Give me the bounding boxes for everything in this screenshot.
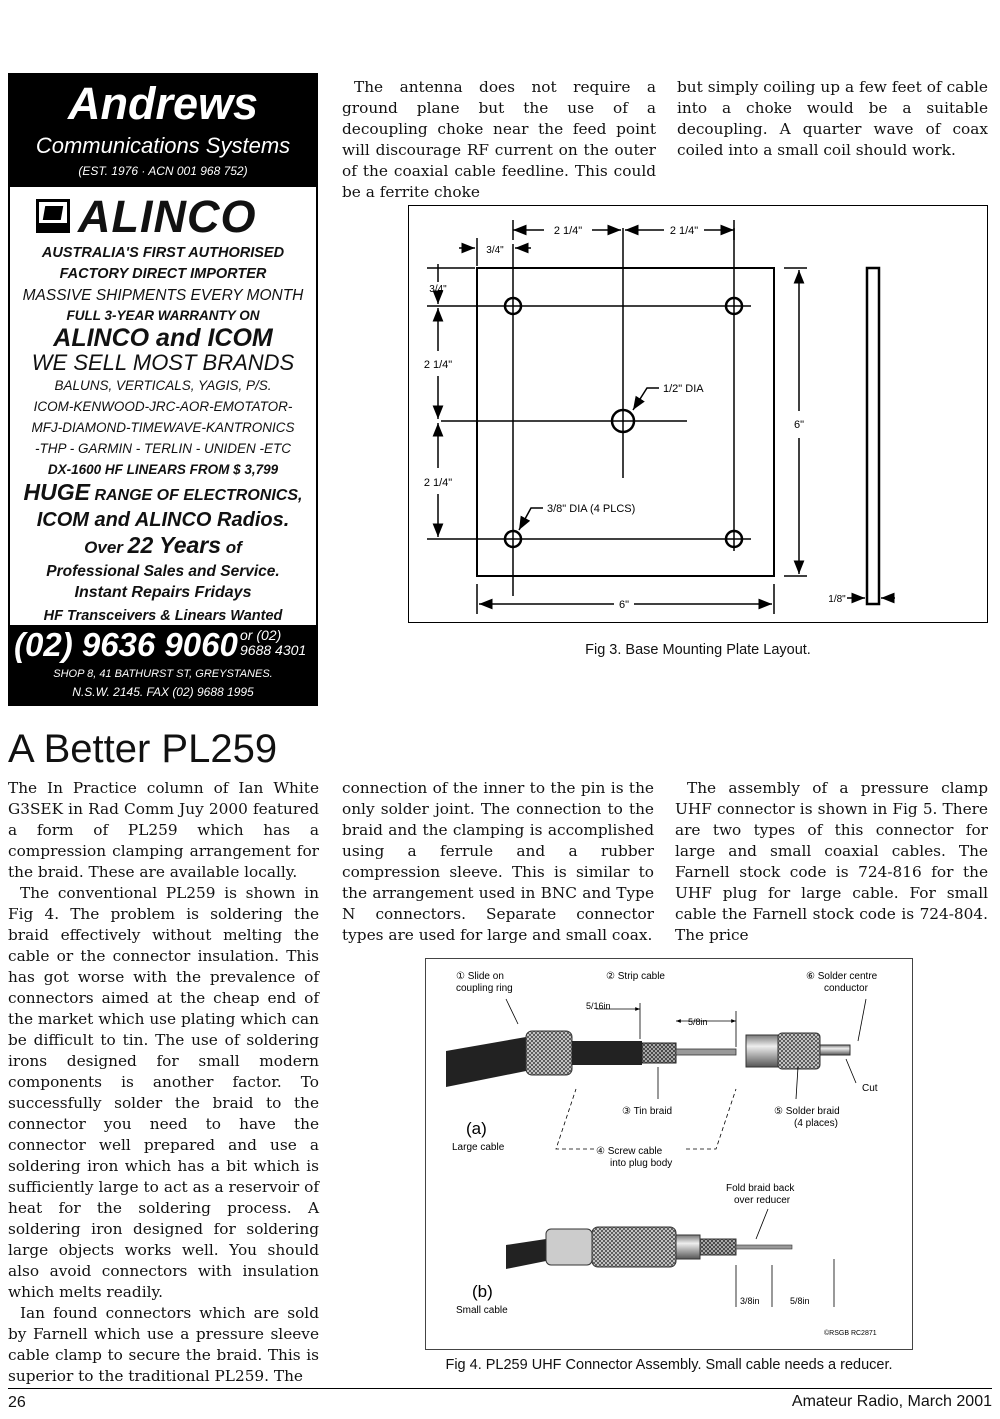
ad-phone-alt-line: or (02): [240, 627, 282, 643]
cable-jacket-stripped: [572, 1041, 642, 1065]
advertisement: [8, 73, 318, 706]
ad-line: FACTORY DIRECT IMPORTER: [59, 266, 267, 282]
footer-rule: [8, 1388, 992, 1389]
paragraph: The assembly of a pressure clamp UHF connector is shown in Fig 5. There are two types of this connector for large and small coaxial cables. The Farnell stock code is 724-816 for the UHF plug for large cable. For small cable the Farnell stock code is 724-804. The price: [675, 779, 988, 944]
top-text-column-2: [677, 77, 988, 161]
cut-label: Cut: [862, 1083, 878, 1094]
reducer: [676, 1235, 700, 1259]
paragraph: The antenna does not require a ground plane but the use of a decoupling choke near the feed point will discourage RF current on the outer of the coaxial cable feedline. This could be a ferrite choke: [342, 78, 656, 201]
figure-3-caption: Fig 3. Base Mounting Plate Layout.: [585, 642, 811, 658]
label-a-sub: Large cable: [452, 1142, 505, 1153]
article-column-3: [675, 778, 988, 946]
step-3-label: ③ Tin braid: [622, 1106, 673, 1117]
ad-line: Instant Repairs Fridays: [74, 584, 252, 601]
dim-a1-label: 5/16in: [586, 1001, 611, 1011]
ad-company-subtitle: Communications Systems: [35, 133, 291, 158]
ad-line: FULL 3-YEAR WARRANTY ON: [66, 308, 260, 323]
ad-address: SHOP 8, 41 BATHURST ST, GREYSTANES.: [53, 668, 273, 680]
ad-over: Over: [84, 538, 128, 557]
article-column-1: [8, 778, 319, 1387]
step-5-label-2: (4 places): [794, 1118, 838, 1129]
ad-brand-row: [10, 193, 316, 241]
ad-established: (EST. 1976 · ACN 001 968 752): [78, 164, 248, 178]
ad-line: -THP - GARMIN - TERLIN - UNIDEN -ETC: [35, 441, 291, 456]
plate-outline: [477, 268, 774, 576]
credit-label: ©RSGB RC2871: [824, 1330, 877, 1337]
fold-label: Fold braid back: [726, 1183, 795, 1194]
ad-line: ICOM and ALINCO Radios.: [36, 509, 290, 531]
dim-left-lower: 2 1/4": [423, 477, 453, 489]
dim-width: 6": [618, 599, 630, 611]
small-coupling-ring-rear: [546, 1229, 592, 1265]
ad-line: HF Transceivers & Linears Wanted: [43, 608, 283, 624]
small-plug-body: [592, 1227, 676, 1267]
ad-line: ICOM-KENWOOD-JRC-AOR-EMOTATOR-: [33, 399, 293, 414]
dim-b2-label: 5/8in: [790, 1296, 810, 1306]
pl259-assembly-drawing: [426, 959, 912, 1349]
dim-edge-y: 3/4": [429, 284, 447, 295]
folded-braid: [700, 1239, 736, 1255]
ad-contact-block: [10, 625, 316, 704]
figure-4-caption: Fig 4. PL259 UHF Connector Assembly. Small cable needs a reducer.: [445, 1357, 893, 1373]
step-4-label: ④ Screw cable: [596, 1146, 663, 1157]
publication-footer: Amateur Radio, March 2001: [791, 1393, 992, 1410]
step-4-label-2: into plug body: [610, 1158, 673, 1169]
article-headline: A Better PL259: [8, 727, 278, 771]
label-a: (a): [466, 1119, 487, 1138]
ad-line: AUSTRALIA'S FIRST AUTHORISED: [41, 245, 285, 261]
dim-thickness: 1/8": [828, 594, 846, 605]
ad-line: ALINCO and ICOM: [53, 324, 273, 352]
corner-holes-label: 3/8" DIA (4 PLCS): [547, 503, 636, 515]
ad-years: 22 Years: [127, 532, 222, 558]
small-centre-conductor: [736, 1245, 792, 1249]
ad-line: [10, 532, 316, 561]
dim-b1-label: 3/8in: [740, 1296, 760, 1306]
step-1-label-2: coupling ring: [456, 983, 513, 994]
page-number: 26: [8, 1394, 26, 1411]
tinned-braid: [642, 1043, 676, 1063]
paragraph: but simply coiling up a few feet of cable into a choke would be a suitable decoupling. A quarter wave of coax coiled into a small coil should work.: [677, 78, 988, 159]
ad-line: BALUNS, VERTICALS, YAGIS, P/S.: [54, 378, 272, 393]
centre-conductor: [676, 1049, 736, 1055]
ad-fax: N.S.W. 2145. FAX (02) 9688 1995: [72, 685, 254, 699]
plug-body-rear: [746, 1035, 778, 1067]
ad-line: Professional Sales and Service.: [46, 563, 280, 580]
large-cable-jacket: [446, 1037, 526, 1087]
step-5-label: ⑤ Solder braid: [774, 1106, 840, 1117]
ad-line: MASSIVE SHIPMENTS EVERY MONTH: [22, 287, 304, 304]
top-text-column-1: [342, 77, 656, 203]
ad-phone-alt: [240, 628, 306, 658]
ad-phone-alt-line: 9688 4301: [240, 642, 307, 658]
step-2-label: ② Strip cable: [606, 971, 665, 982]
article-column-2: [342, 778, 654, 946]
figure-3-diagram: [408, 205, 988, 623]
label-b: (b): [472, 1282, 493, 1301]
ad-line: DX-1600 HF LINEARS FROM $ 3,799: [47, 462, 279, 477]
dim-edge-x: 3/4": [486, 245, 504, 256]
plug-pin: [820, 1045, 850, 1055]
dim-top-left: 2 1/4": [553, 225, 583, 237]
alinco-logo-icon: [36, 199, 70, 233]
figure-4-diagram: [425, 958, 913, 1350]
ad-line: MFJ-DIAMOND-TIMEWAVE-KANTRONICS: [31, 420, 295, 435]
dim-left-upper: 2 1/4": [423, 359, 453, 371]
ad-line: [10, 480, 316, 508]
plug-body-front: [778, 1033, 820, 1069]
dim-top-right: 2 1/4": [669, 225, 699, 237]
dim-height: 6": [793, 419, 805, 431]
ad-huge: HUGE: [23, 479, 90, 505]
ad-of: of: [221, 538, 242, 557]
fold-label-2: over reducer: [734, 1195, 791, 1206]
step-6-label: ⑥ Solder centre: [806, 971, 878, 982]
center-hole-label: 1/2" DIA: [663, 383, 704, 395]
base-plate-drawing: [409, 206, 986, 621]
ad-header: [10, 75, 316, 187]
ad-huge-rest: RANGE OF ELECTRONICS,: [90, 487, 303, 504]
plate-side-view: [867, 268, 879, 604]
ad-phone: (02) 9636 9060: [14, 626, 238, 663]
coupling-ring: [526, 1031, 572, 1075]
paragraph: The In Practice column of Ian White G3SEK in Rad Comm Juy 2000 featured a form of PL259 which has a compression clamping arrangement for the braid. These are available locally.: [8, 779, 319, 881]
label-b-sub: Small cable: [456, 1305, 508, 1316]
step-1-label: ① Slide on: [456, 971, 504, 982]
paragraph: Ian found connectors which are sold by Farnell which use a pressure sleeve cable clamp to secure the braid. This is superior to the traditional PL259. The: [8, 1304, 319, 1385]
step-6-label-2: conductor: [824, 983, 868, 994]
ad-line: WE SELL MOST BRANDS: [31, 350, 295, 375]
ad-brand: ALINCO: [78, 191, 257, 242]
paragraph: connection of the inner to the pin is the only solder joint. The connection to the braid and the clamping is accomplished using a ferrule and a rubber compression sleeve. This is similar to the arrangement used in BNC and Type N connectors. Separate connector types are used for large and small coax.: [342, 779, 654, 944]
dim-a2-label: 5/8in: [688, 1017, 708, 1027]
ad-company-name: Andrews: [67, 78, 259, 129]
ad-copy: [10, 243, 316, 629]
paragraph: The conventional PL259 is shown in Fig 4. The problem is soldering the braid effectively without melting the cable or the connector insulation. This has got worse with the prevalence of connectors aimed at the cheap end of the market which use plating which can be difficult to tin. The use of soldering irons designed for small modern components is another factor. To successfully solder the braid to the connector you need to have the connector well prepared and use a soldering iron which has a bit which is sufficiently large to act as a reservoir of heat for the soldering process. A soldering iron designed for soldering large objects works well. You should also avoid connectors with insulation which melts readily.: [8, 884, 319, 1301]
small-cable-jacket: [506, 1239, 546, 1269]
